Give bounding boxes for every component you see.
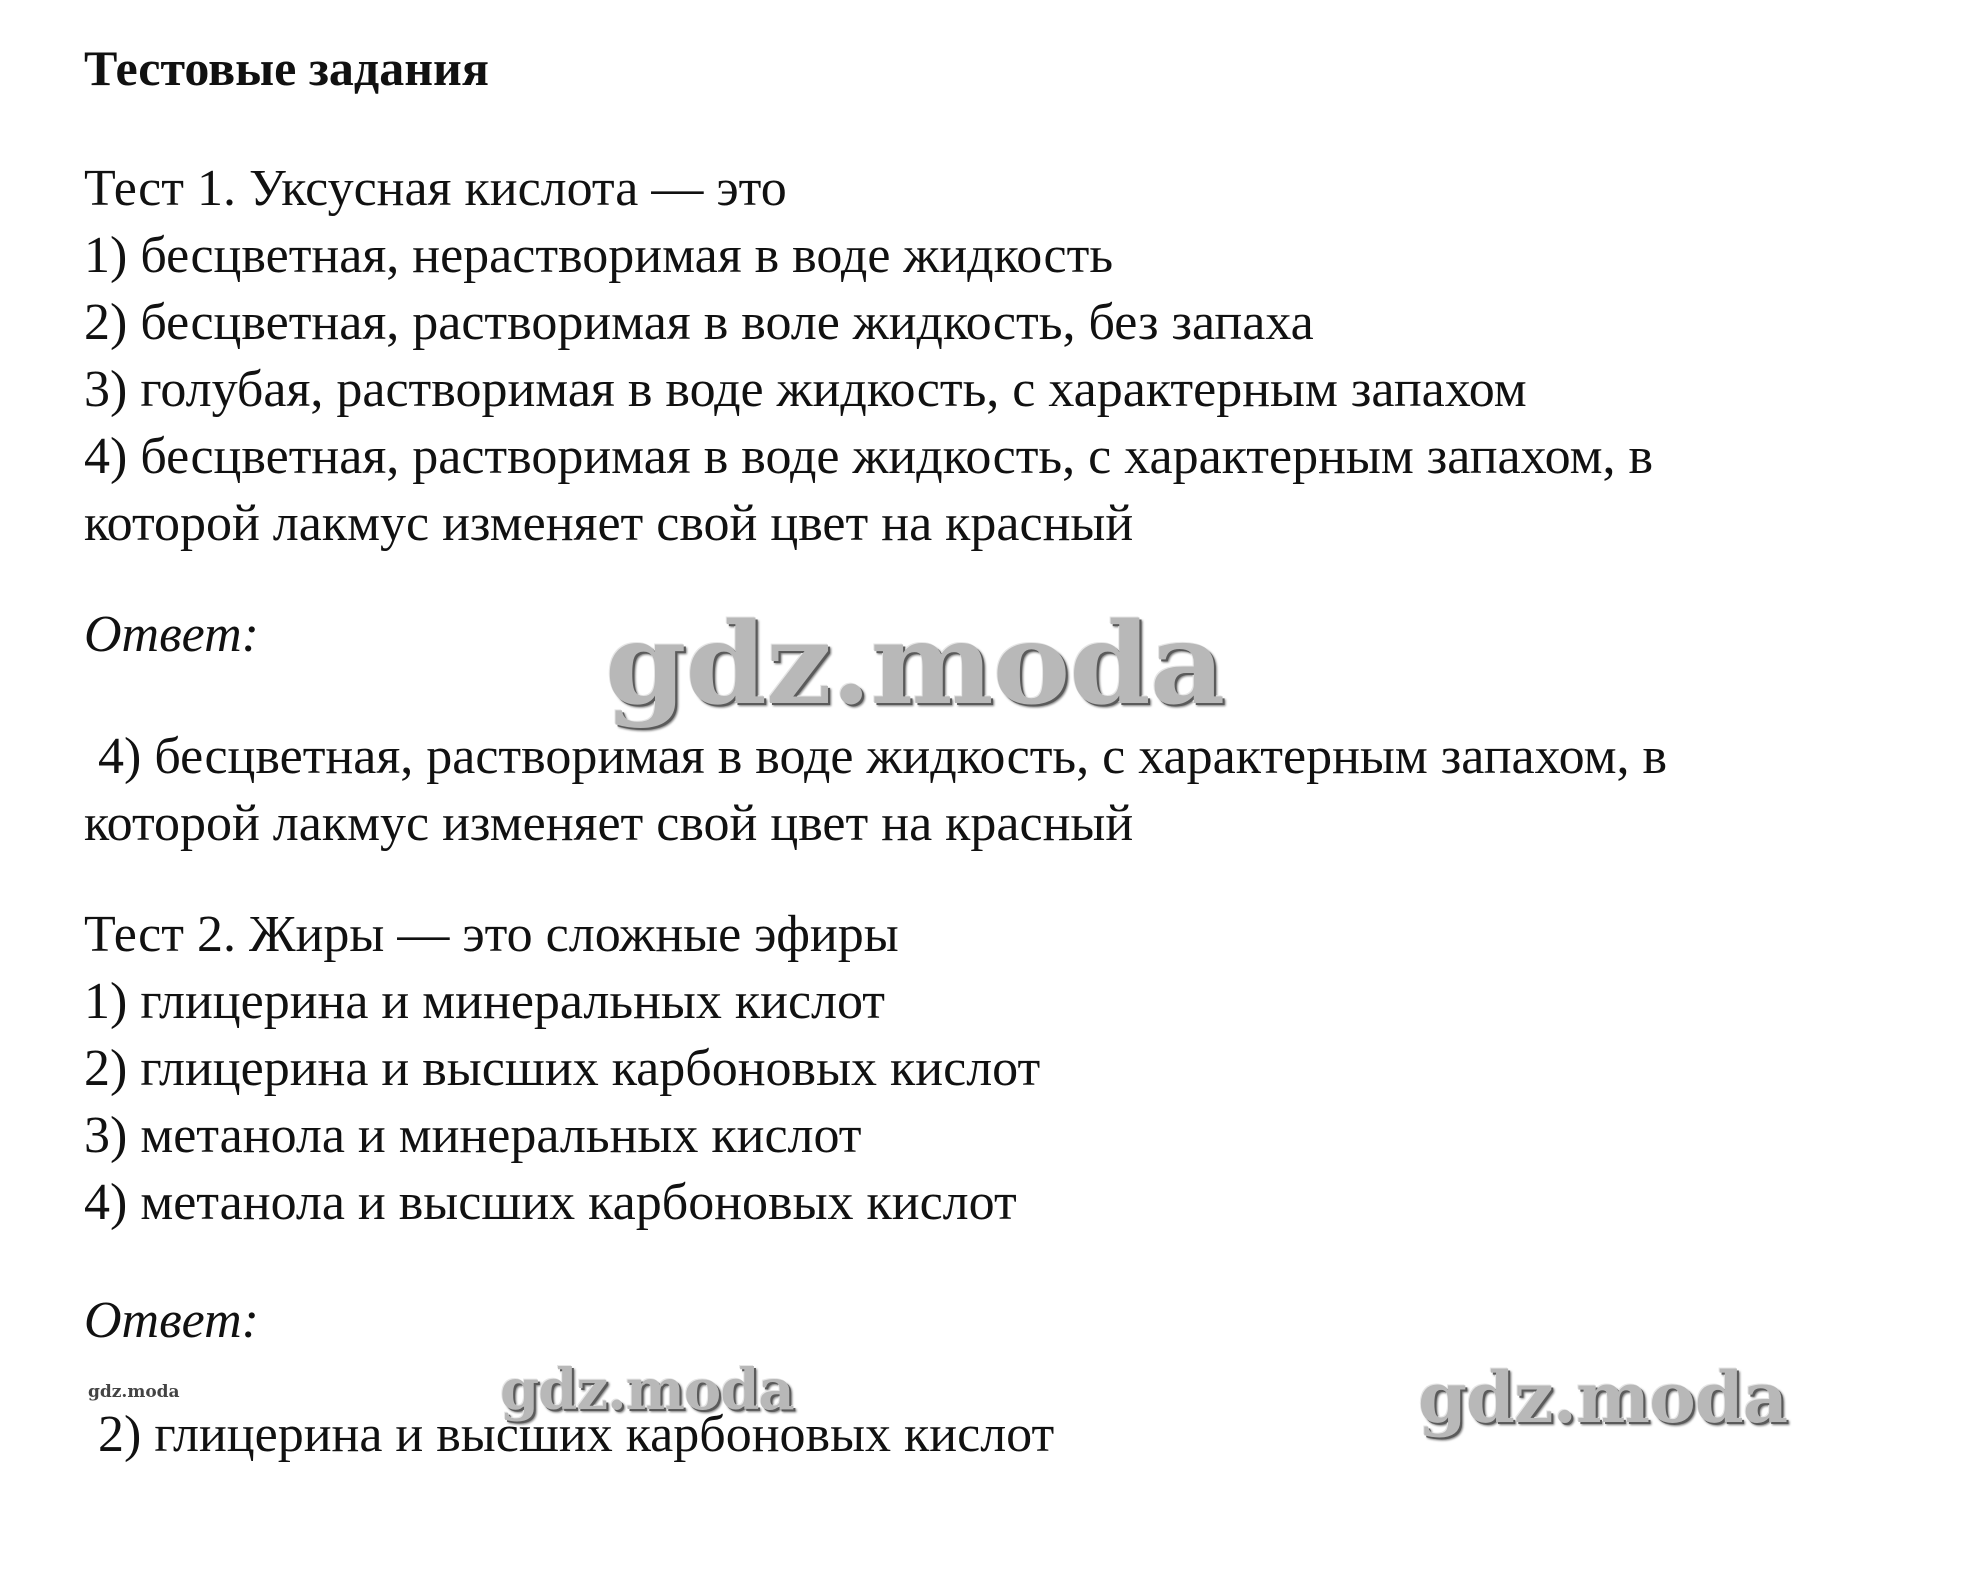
test1-option-3: 3) голубая, растворимая в воде жидкость, с характерным запахом: [84, 361, 1527, 418]
watermark-small: gdz.moda: [88, 1382, 180, 1402]
test1-answer-line-1: 4) бесцветная, растворимая в воде жидкость, с характерным запахом, в: [98, 728, 1668, 785]
test1-answer-label: Ответ:: [84, 606, 259, 663]
watermark-middle: gdz.moda: [500, 1357, 794, 1423]
test2-option-1: 1) глицерина и минеральных кислот: [84, 973, 886, 1030]
page-title: Тестовые задания: [84, 40, 489, 96]
watermark-logo: gdz.moda: [605, 599, 1225, 730]
watermark-right: gdz.moda: [1418, 1356, 1788, 1439]
test2-answer-line-1: 2) глицерина и высших карбоновых кислот: [98, 1406, 1055, 1463]
test1-answer-line-2: которой лакмус изменяет свой цвет на красный: [84, 795, 1134, 852]
test1-option-2: 2) бесцветная, растворимая в воле жидкость, без запаха: [84, 294, 1314, 351]
test2-option-2: 2) глицерина и высших карбоновых кислот: [84, 1040, 1041, 1097]
test2-option-4: 4) метанола и высших карбоновых кислот: [84, 1174, 1017, 1231]
test1-option-4-continued: которой лакмус изменяет свой цвет на красный: [84, 495, 1134, 552]
test2-answer-label: Ответ:: [84, 1292, 259, 1349]
test1-question: Тест 1. Уксусная кислота — это: [84, 160, 787, 217]
test1-option-1: 1) бесцветная, нерастворимая в воде жидкость: [84, 227, 1114, 284]
test1-option-4: 4) бесцветная, растворимая в воде жидкость, с характерным запахом, в: [84, 428, 1654, 485]
test2-option-3: 3) метанола и минеральных кислот: [84, 1107, 862, 1164]
test2-question: Тест 2. Жиры — это сложные эфиры: [84, 906, 899, 963]
